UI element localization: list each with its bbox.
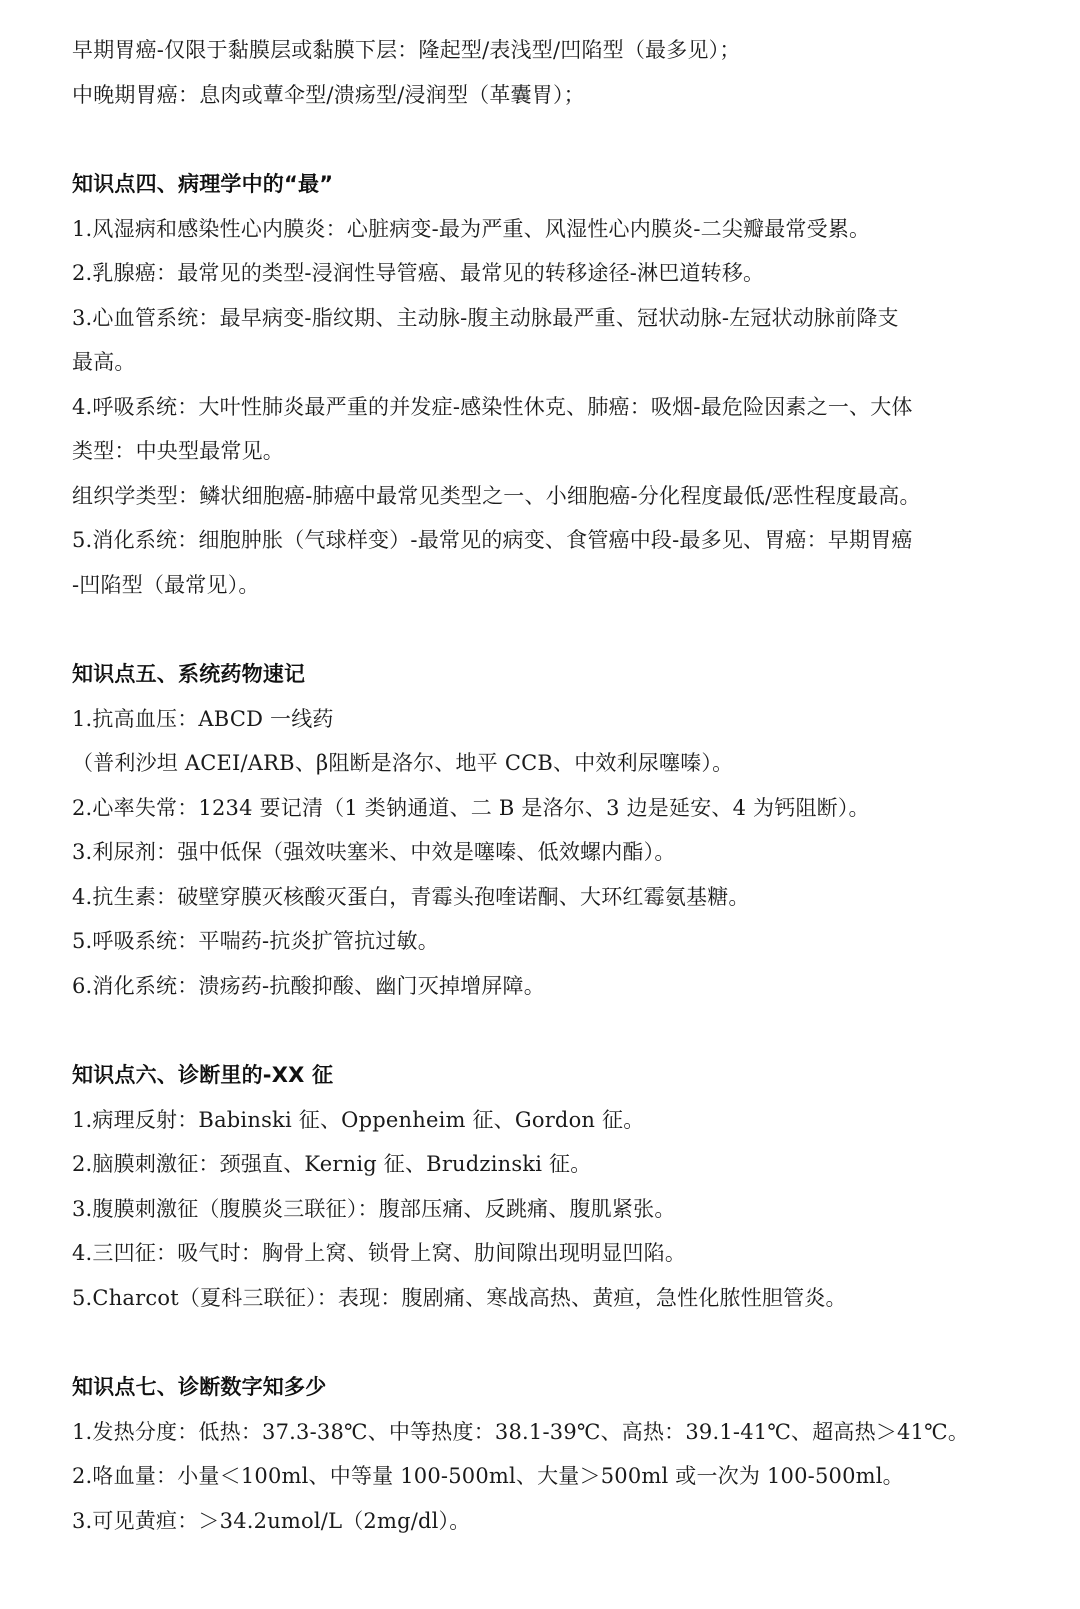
text-line: 最高。 [72,350,136,374]
text-line: 1.抗高血压：ABCD 一线药 [72,706,334,731]
document-page [72,28,1022,1543]
text-line: （普利沙坦 ACEI/ARB、β阻断是洛尔、地平 CCB、中效利尿噻嗪）。 [72,751,734,775]
section-5 [72,652,1022,1008]
section-4 [72,162,1022,607]
text-line: 5.消化系统：细胞肿胀（气球样变）-最常见的病变、食管癌中段-最多见、胃癌：早期胃癌 [72,528,913,552]
section-heading: 知识点六、诊断里的-XX 征 [72,1063,334,1087]
section-7 [72,1365,1022,1543]
text-line: 4.呼吸系统：大叶性肺炎最严重的并发症-感染性休克、肺癌：吸烟-最危险因素之一、大体 [72,394,913,419]
section-6 [72,1053,1022,1320]
intro-block [72,28,1022,117]
text-line: 3.心血管系统：最早病变-脂纹期、主动脉-腹主动脉最严重、冠状动脉-左冠状动脉前降支 [72,305,899,330]
text-line: 5.Charcot（夏科三联征）：表现：腹剧痛、寒战高热、黄疸，急性化脓性胆管炎。 [72,1285,847,1310]
text-line: 中晚期胃癌：息肉或蕈伞型/溃疡型/浸润型（革囊胃）； [72,82,585,107]
text-line: 2.咯血量：小量＜100ml、中等量 100-500ml、大量＞500ml 或一次为 100-500ml。 [72,1464,904,1488]
section-heading: 知识点五、系统药物速记 [72,662,306,686]
text-line: 组织学类型：鳞状细胞癌-肺癌中最常见类型之一、小细胞癌-分化程度最低/恶性程度最高。 [72,483,921,508]
text-line: 早期胃癌-仅限于黏膜层或黏膜下层：隆起型/表浅型/凹陷型（最多见）； [72,38,741,62]
section-heading: 知识点四、病理学中的“最” [72,172,334,196]
text-line: 3.可见黄疸：＞34.2umol/L（2mg/dl）。 [72,1508,471,1533]
text-line: 2.乳腺癌：最常见的类型-浸润性导管癌、最常见的转移途径-淋巴道转移。 [72,261,765,285]
text-line: 3.利尿剂：强中低保（强效呋塞米、中效是噻嗪、低效螺内酯）。 [72,840,676,864]
text-line: 5.呼吸系统：平喘药-抗炎扩管抗过敏。 [72,929,439,953]
text-line: 1.发热分度：低热：37.3-38℃、中等热度：38.1-39℃、高热：39.1-41℃、超高热＞41℃。 [72,1419,970,1444]
text-line: 类型：中央型最常见。 [72,439,284,463]
text-line: 2.脑膜刺激征：颈强直、Kernig 征、Brudzinski 征。 [72,1152,592,1176]
text-line: 2.心率失常：1234 要记清（1 类钠通道、二 B 是洛尔、3 边是延安、4 为钙阻断）。 [72,795,870,820]
text-line: 4.抗生素：破壁穿膜灭核酸灭蛋白，青霉头孢喹诺酮、大环红霉氨基糖。 [72,884,750,909]
section-heading: 知识点七、诊断数字知多少 [72,1375,327,1399]
text-line: 6.消化系统：溃疡药-抗酸抑酸、幽门灭掉增屏障。 [72,973,545,998]
text-line: 4.三凹征：吸气时：胸骨上窝、锁骨上窝、肋间隙出现明显凹陷。 [72,1241,687,1265]
text-line: -凹陷型（最常见）。 [72,572,260,597]
text-line: 1.病理反射：Babinski 征、Oppenheim 征、Gordon 征。 [72,1107,645,1132]
text-line: 3.腹膜刺激征（腹膜炎三联征）：腹部压痛、反跳痛、腹肌紧张。 [72,1196,676,1221]
text-line: 1.风湿病和感染性心内膜炎：心脏病变-最为严重、风湿性心内膜炎-二尖瓣最常受累。 [72,216,871,241]
